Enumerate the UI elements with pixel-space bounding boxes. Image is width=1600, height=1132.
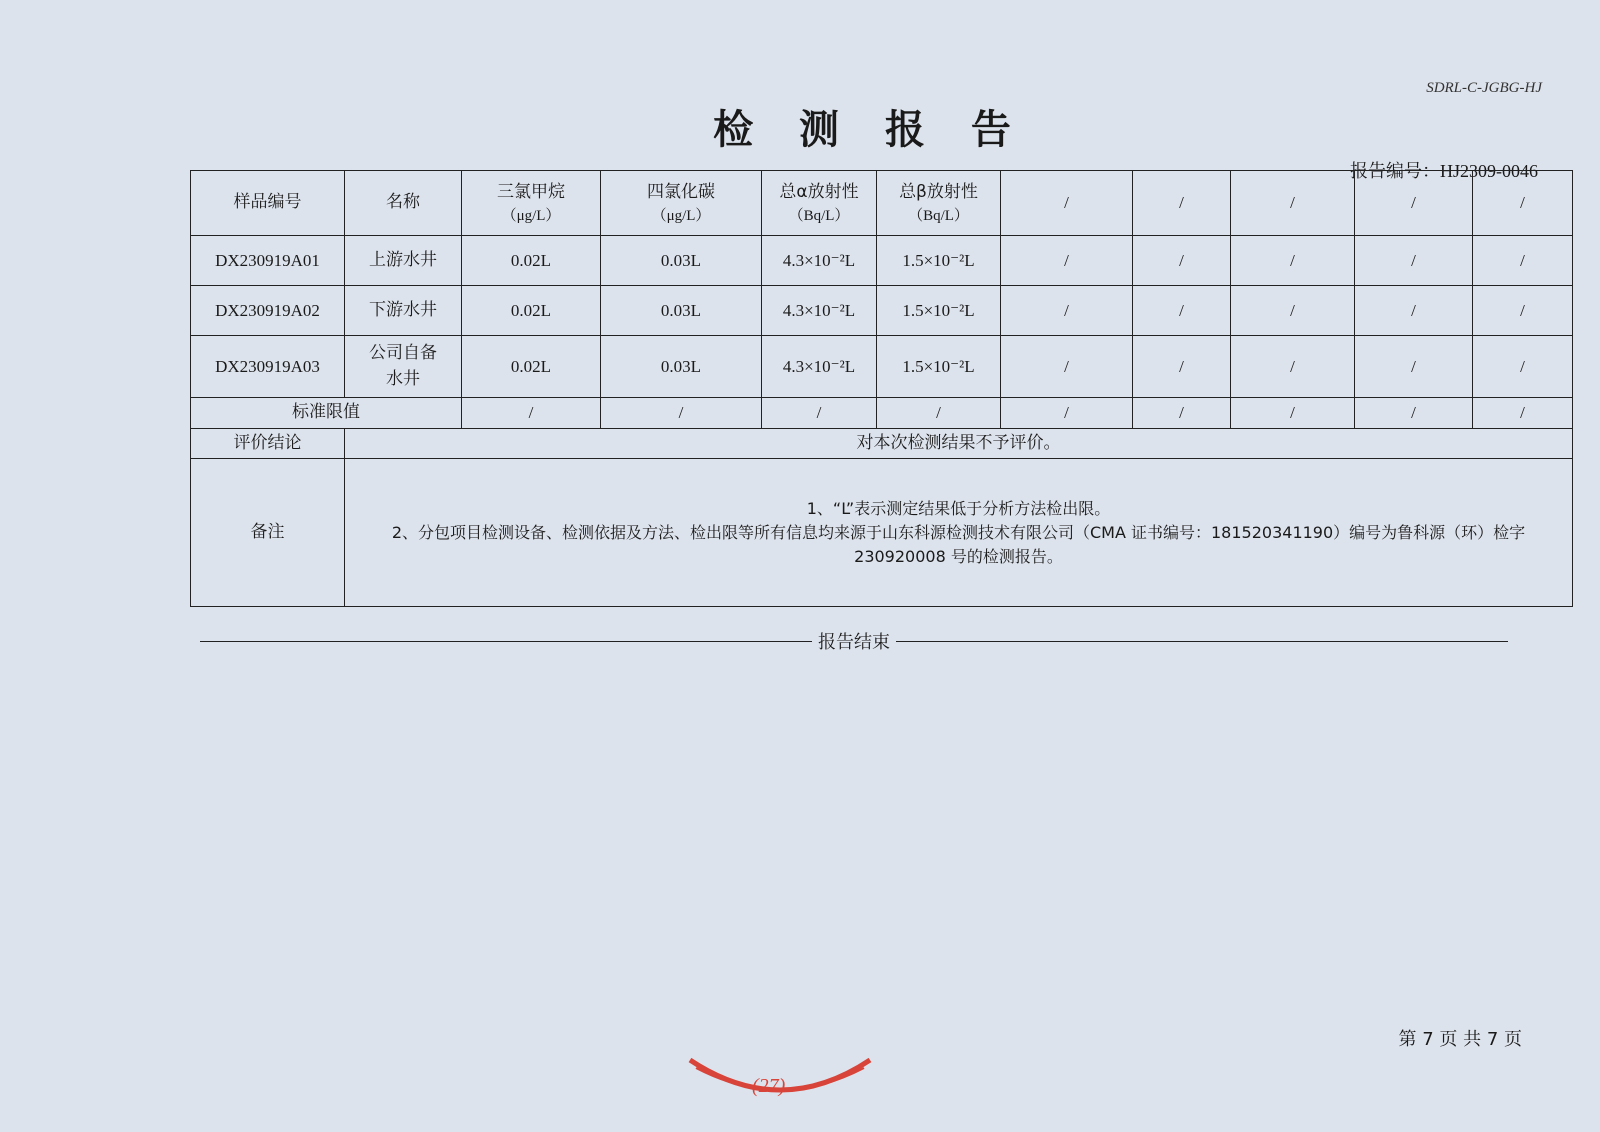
cell-chloroform: 0.02L: [462, 336, 601, 398]
cell-empty: /: [1355, 236, 1473, 286]
header-sample-id: 样品编号: [191, 171, 345, 236]
cell-sample-id: DX230919A01: [191, 236, 345, 286]
header-empty: /: [1133, 171, 1231, 236]
cell-empty: /: [1001, 286, 1133, 336]
cell-empty: /: [1133, 286, 1231, 336]
cell-carbon-tetrachloride: 0.03L: [601, 286, 762, 336]
header-label: 总α放射性: [779, 181, 859, 202]
header-gross-alpha: [762, 171, 877, 236]
notes-label: 备注: [191, 459, 345, 607]
cell-gross-beta: 1.5×10⁻²L: [877, 286, 1001, 336]
header-label: 三氯甲烷: [497, 181, 565, 202]
cell-empty: /: [1473, 236, 1573, 286]
cell-chloroform: 0.02L: [462, 286, 601, 336]
stamp-text: (27): [752, 1075, 786, 1097]
header-label: 四氯化碳: [647, 181, 715, 202]
header-chloroform: [462, 171, 601, 236]
table-row: [191, 236, 1573, 286]
report-end-line: [200, 628, 1508, 654]
cell-limit: /: [462, 398, 601, 429]
header-empty: /: [1231, 171, 1355, 236]
header-label: 总β放射性: [899, 181, 978, 202]
cell-empty: /: [1473, 336, 1573, 398]
cell-limit: /: [1231, 398, 1355, 429]
report-end-text: 报告结束: [818, 632, 890, 653]
table-row: [191, 286, 1573, 336]
cell-limit: /: [601, 398, 762, 429]
cell-sample-id: DX230919A02: [191, 286, 345, 336]
cell-name: 下游水井: [345, 286, 462, 336]
notes-content: [345, 459, 1573, 607]
report-number: 报告编号：HJ2309-0046: [1350, 161, 1538, 181]
cell-limit: /: [762, 398, 877, 429]
table-header-row: [191, 171, 1573, 236]
header-unit: （μg/L）: [651, 208, 711, 224]
header-unit: （Bq/L）: [788, 208, 850, 224]
header-empty: /: [1001, 171, 1133, 236]
conclusion-row: [191, 428, 1573, 459]
cell-limit: /: [1133, 398, 1231, 429]
standard-limit-label: 标准限值: [191, 398, 462, 429]
header-carbon-tetrachloride: [601, 171, 762, 236]
standard-limit-row: [191, 398, 1573, 429]
cell-empty: /: [1001, 336, 1133, 398]
cell-sample-id: DX230919A03: [191, 336, 345, 398]
header-empty: /: [1473, 171, 1573, 236]
cell-name: 公司自备水井: [345, 336, 462, 398]
cell-carbon-tetrachloride: 0.03L: [601, 236, 762, 286]
end-rule-left: [200, 641, 812, 642]
conclusion-text: 对本次检测结果不予评价。: [345, 428, 1573, 459]
cell-gross-alpha: 4.3×10⁻²L: [762, 336, 877, 398]
document-code: SDRL-C-JGBG-HJ: [1426, 80, 1542, 96]
cell-carbon-tetrachloride: 0.03L: [601, 336, 762, 398]
header-unit: （μg/L）: [501, 208, 561, 224]
seal-stamp-icon: [680, 1050, 880, 1120]
page-title: 检 测 报 告: [713, 107, 1027, 153]
cell-empty: /: [1001, 236, 1133, 286]
cell-empty: /: [1231, 236, 1355, 286]
header-unit: （Bq/L）: [908, 208, 969, 224]
cell-empty: /: [1133, 236, 1231, 286]
results-table: [190, 170, 1573, 607]
cell-gross-alpha: 4.3×10⁻²L: [762, 236, 877, 286]
cell-empty: /: [1231, 286, 1355, 336]
notes-row: [191, 459, 1573, 607]
header-name: 名称: [345, 171, 462, 236]
cell-name: 上游水井: [345, 236, 462, 286]
cell-limit: /: [877, 398, 1001, 429]
cell-limit: /: [1355, 398, 1473, 429]
header-gross-beta: [877, 171, 1001, 236]
cell-limit: /: [1473, 398, 1573, 429]
cell-empty: /: [1231, 336, 1355, 398]
cell-gross-beta: 1.5×10⁻²L: [877, 336, 1001, 398]
page-number: 第 7 页 共 7 页: [1398, 1029, 1522, 1050]
end-rule-right: [896, 641, 1508, 642]
cell-gross-alpha: 4.3×10⁻²L: [762, 286, 877, 336]
cell-empty: /: [1355, 336, 1473, 398]
note-2: 2、分包项目检测设备、检测依据及方法、检出限等所有信息均来源于山东科源检测技术有限公司（CMA 证书编号：181520341190）编号为鲁科源（环）检字 230920008 号的检测报告。: [391, 522, 1526, 566]
cell-chloroform: 0.02L: [462, 236, 601, 286]
header-empty: /: [1355, 171, 1473, 236]
conclusion-label: 评价结论: [191, 428, 345, 459]
cell-gross-beta: 1.5×10⁻²L: [877, 236, 1001, 286]
cell-empty: /: [1133, 336, 1231, 398]
cell-empty: /: [1473, 286, 1573, 336]
note-1: 1、“L”表示测定结果低于分析方法检出限。: [806, 498, 1111, 518]
table-row: [191, 336, 1573, 398]
cell-empty: /: [1355, 286, 1473, 336]
cell-limit: /: [1001, 398, 1133, 429]
